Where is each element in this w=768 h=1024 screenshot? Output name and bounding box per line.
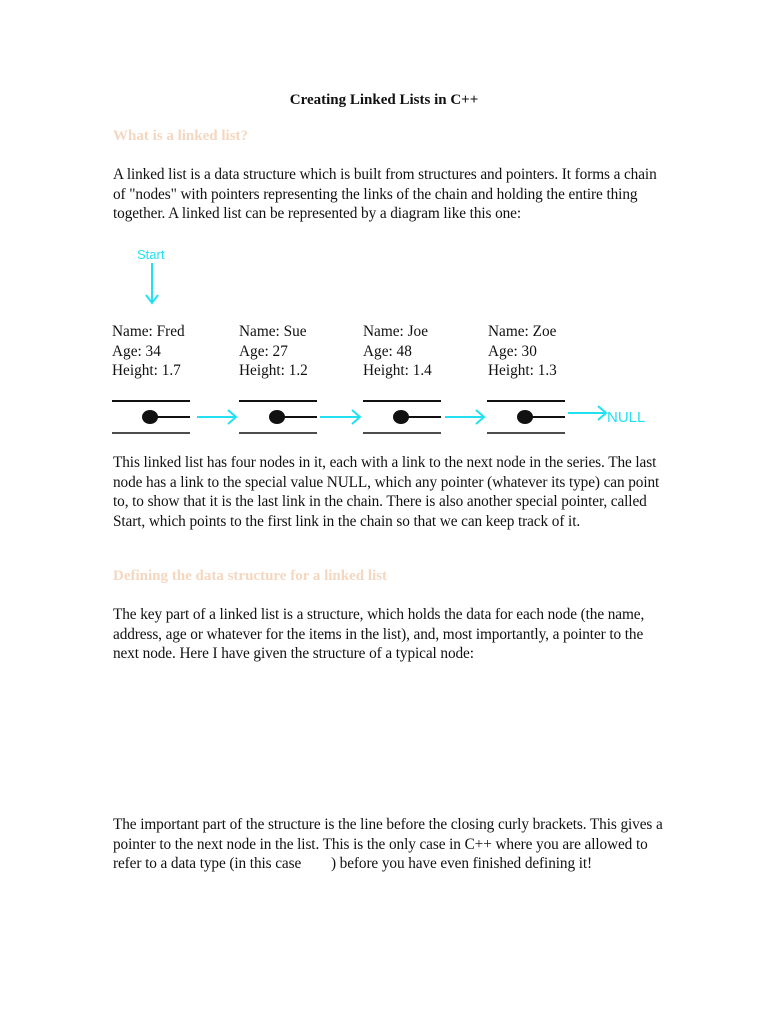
node-3-age: Age: 48 [363,342,412,360]
paragraph-important-part: The important part of the structure is the line before the closing curly brackets. This gives a pointer to the next node in the list. This is the only case in C++ where you are allowed to refer to a data type (in this case ) before you have even finished defining it! [113,816,667,872]
node-2-height: Height: 1.2 [239,362,308,379]
link-arrow-icon [445,410,484,424]
pointer-dot-icon [393,410,409,424]
node-3-height: Height: 1.4 [363,362,432,379]
node-2-name: Name: Sue [239,323,307,340]
pointer-dot-icon [142,410,158,424]
node-4-pointer [487,401,565,433]
pointer-dot-icon [517,410,533,424]
paragraph-intro: A linked list is a data structure which is built from structures and pointers. It forms a chain of "nodes" with pointers representing the links of the chain and holding the entire thing together. A linked list can be represented by a diagram like this one: [113,166,657,222]
start-arrow-icon [146,263,158,303]
null-arrow-icon [568,406,606,420]
node-3-pointer [363,401,441,433]
start-label: Start [137,247,165,262]
node-1-pointer [112,401,190,433]
node-4-name: Name: Zoe [488,323,557,340]
null-label: NULL [607,409,646,426]
node-4-height: Height: 1.3 [488,362,557,379]
node-1-age: Age: 34 [112,342,161,360]
link-arrow-icon [197,410,236,424]
node-3-name: Name: Joe [363,323,428,340]
pointer-dot-icon [269,410,285,424]
paragraph-diagram-explanation: This linked list has four nodes in it, each with a link to the next node in the series. The last node has a link to the special value NULL, which any pointer (whatever its type) can point to, to show that it is the last link in the chain. There is also another special pointer, called Start, which points to the first link in the chain so that we can keep track of it. [113,454,660,530]
paragraph-structure: The key part of a linked list is a structure, which holds the data for each node (the name, address, age or whatever for the items in the list), and, most importantly, a pointer to the next node. Here I have given the structure of a typical node: [113,606,645,662]
node-1-name: Name: Fred [112,323,185,340]
node-2-pointer [239,401,317,433]
node-4-age: Age: 30 [488,342,537,360]
section-heading-data-structure: Defining the data structure for a linked list [113,568,388,584]
page-title: Creating Linked Lists in C++ [289,92,479,108]
link-arrow-icon [320,410,360,424]
node-1-height: Height: 1.7 [112,362,181,379]
node-2-age: Age: 27 [239,342,288,360]
section-heading-what-is: What is a linked list? [113,128,249,144]
